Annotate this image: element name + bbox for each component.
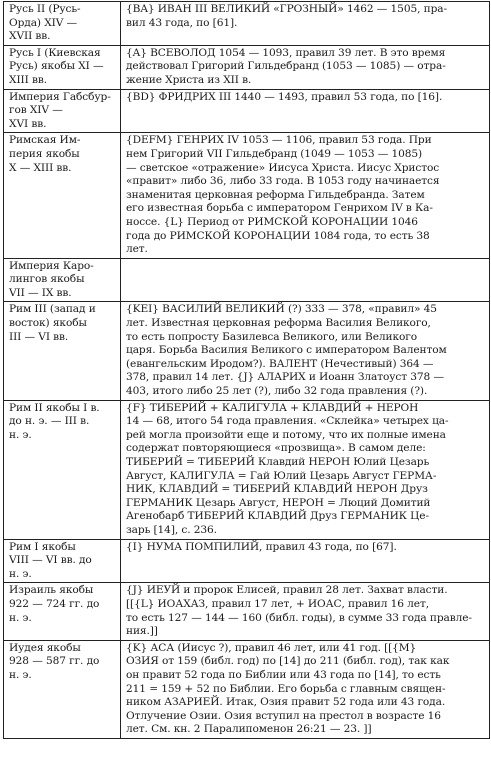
cell-line: носсе. {L} Период от РИМСКОЙ КОРОНАЦИИ 1046 <box>126 215 418 228</box>
cell-line: {BD} ФРИДРИХ III 1440 — 1493, правил 53 года, по [16]. <box>126 90 443 103</box>
ruler-description-cell <box>121 133 490 258</box>
chronology-table <box>3 1 490 739</box>
cell-line: н. э. <box>9 611 32 624</box>
cell-line: 928 — 587 гг. до <box>9 655 100 668</box>
cell-line: VII — IX вв. <box>9 286 72 299</box>
period-cell <box>4 258 121 302</box>
cell-line: 403, итого либо 25 лет (?), либо 32 года правления (?). <box>126 385 428 398</box>
cell-line: лет. См. кн. 2 Паралипоменон 26:21 — 23. ]] <box>126 723 372 736</box>
cell-line: года до РИМСКОЙ КОРОНАЦИИ 1084 года, то есть 38 <box>126 229 430 242</box>
table-row <box>4 2 490 46</box>
ruler-description-cell <box>121 302 490 400</box>
chronology-table-body <box>4 2 490 739</box>
period-cell <box>4 2 121 46</box>
cell-line: он правит 52 года по Библии или 43 года по [14], то есть <box>126 668 441 681</box>
cell-line: «правит» либо 36, либо 33 года. В 1053 году начинается <box>126 175 440 188</box>
period-cell <box>4 133 121 258</box>
cell-line: III — VI вв. <box>9 330 69 343</box>
period-cell <box>4 45 121 89</box>
ruler-description-cell <box>121 45 490 89</box>
table-row <box>4 45 490 89</box>
cell-line: 14 — 68, итого 54 года правления. «Склейка» четырех ца- <box>126 415 449 428</box>
cell-line: 922 — 724 гг. до <box>9 597 100 610</box>
period-cell <box>4 302 121 400</box>
table-row <box>4 258 490 302</box>
cell-line: XVI вв. <box>9 117 47 130</box>
cell-line: 211 = 159 + 52 по Библии. Его борьба с главным священ- <box>126 682 446 695</box>
ruler-description-cell <box>121 2 490 46</box>
cell-line: [[{L} ИОАХАЗ, правил 17 лет, + ИОАС, правил 16 лет, <box>126 597 430 610</box>
cell-line: Рим I якобы <box>9 540 76 553</box>
cell-line: VIII — VI вв. до <box>9 554 92 567</box>
cell-line: Орда) XIV — <box>9 16 78 29</box>
cell-line: н. э. <box>9 567 32 580</box>
cell-line: Агенобарб ТИБЕРИЙ КЛАВДИЙ Друз ГЕРМАНИК Це- <box>126 510 429 523</box>
cell-line: лет. <box>126 243 148 256</box>
ruler-description-cell <box>121 583 490 640</box>
ruler-description-cell <box>121 258 490 302</box>
table-row <box>4 400 490 539</box>
cell-line: {I} НУМА ПОМПИЛИЙ, правил 43 года, по [67]. <box>126 540 397 553</box>
cell-line: {A} ВСЕВОЛОД 1054 — 1093, правил 39 лет. В это время <box>126 46 446 59</box>
period-cell <box>4 400 121 539</box>
table-row <box>4 583 490 640</box>
period-cell <box>4 583 121 640</box>
cell-line: (евангельским Иродом?). ВАЛЕНТ (Нечестивый) 364 — <box>126 357 434 370</box>
cell-line: 378, правил 14 лет. {J} АЛАРИХ и Иоанн Златоуст 378 — <box>126 371 444 384</box>
cell-line: н. э. <box>9 668 32 681</box>
cell-line: Рим III (запад и <box>9 303 96 316</box>
cell-line: {DEFM} ГЕНРИХ IV 1053 — 1106, правил 53 года. При <box>126 134 432 147</box>
cell-line: содержат повторяющиеся «прозвища». В самом деле: <box>126 442 426 455</box>
cell-line: {F} ТИБЕРИЙ + КАЛИГУЛА + КЛАВДИЙ + НЕРОН <box>126 401 419 414</box>
cell-line: восток) якобы <box>9 317 87 330</box>
cell-line: н. э. <box>9 428 32 441</box>
ruler-description-cell <box>121 400 490 539</box>
cell-line: Империя Габсбур- <box>9 90 111 103</box>
cell-line: то есть попросту Базилевса Великого, или Великого <box>126 330 417 343</box>
cell-line: до н. э. — III в. <box>9 415 90 428</box>
ruler-description-cell <box>121 539 490 583</box>
cell-line: ником АЗАРИЕЙ. Итак, Озия правит 52 года или 43 года. <box>126 696 446 709</box>
cell-line: действовал Григорий Гильдебранд (1053 — 1085) — отра- <box>126 60 446 73</box>
cell-line: XVII вв. <box>9 30 51 43</box>
ruler-description-cell <box>121 640 490 738</box>
cell-line: X — XIII вв. <box>9 161 72 174</box>
cell-line: рей могла произойти еще и потому, что их полные имена <box>126 428 446 441</box>
cell-line: XIII вв. <box>9 73 47 86</box>
table-row <box>4 133 490 258</box>
cell-line: Римская Им- <box>9 134 81 147</box>
cell-line: жение Христа из XII в. <box>126 73 252 86</box>
cell-line: нем Григорий VII Гильдебранд (1049 — 1053 — 1085) <box>126 147 423 160</box>
ruler-description-cell <box>121 89 490 133</box>
cell-line: Рим II якобы I в. <box>9 401 100 414</box>
cell-line: его известная борьба с императором Генрихом IV в Ка- <box>126 202 433 215</box>
period-cell <box>4 89 121 133</box>
cell-line: гов XIV — <box>9 104 63 117</box>
table-row <box>4 640 490 738</box>
period-cell <box>4 640 121 738</box>
cell-line: вил 43 года, по [61]. <box>126 16 238 29</box>
cell-line: ТИБЕРИЙ = ТИБЕРИЙ Клавдий НЕРОН Юлий Цезарь <box>126 456 430 468</box>
cell-line: Отлучение Озии. Озия вступил на престол в возрасте 16 <box>126 709 441 722</box>
cell-line: знаменитая церковная реформа Гильдебранда. Затем <box>126 188 425 201</box>
cell-line: Империя Карo- <box>9 259 94 272</box>
cell-line: Русь) якобы XI — <box>9 60 104 73</box>
cell-line: {K} АСА (Иисус ?), правил 46 лет, или 41 год. [[{M} <box>126 641 417 654</box>
cell-line: царя. Борьба Василия Великого с императором Валентом <box>126 344 447 357</box>
table-row <box>4 539 490 583</box>
cell-line: {KEI} ВАСИЛИЙ ВЕЛИКИЙ (?) 333 — 378, «правил» 45 <box>126 303 437 316</box>
table-row <box>4 89 490 133</box>
cell-line: {J} ИЕУЙ и пророк Елисей, правил 28 лет. Захват власти. <box>126 584 448 597</box>
cell-line: Израиль якобы <box>9 584 94 597</box>
cell-line: ния.]] <box>126 625 158 638</box>
period-cell <box>4 539 121 583</box>
cell-line: Август, КАЛИГУЛА = Гай Юлий Цезарь Август ГЕРМА- <box>126 469 437 482</box>
cell-line: ОЗИЯ от 159 (библ. год) по [14] до 211 (библ. год), так как <box>126 655 450 668</box>
cell-line: перия якобы <box>9 147 80 160</box>
cell-line: то есть 127 — 144 — 160 (библ. годы), в сумме 33 года правле- <box>126 611 472 624</box>
cell-line: — светское «отражение» Иисуса Христа. Иисус Христос <box>126 161 440 174</box>
cell-line: Иудея якобы <box>9 641 81 654</box>
cell-line: Русь I (Киевская <box>9 46 101 59</box>
table-row <box>4 302 490 400</box>
cell-line: ГЕРМАНИК Цезарь Август, НЕРОН = Люций Домитий <box>126 496 431 509</box>
cell-line: {BA} ИВАН III ВЕЛИКИЙ «ГРОЗНЫЙ» 1462 — 1505, пра- <box>126 3 447 15</box>
cell-line: Русь II (Русь- <box>9 3 81 15</box>
cell-line: лет. Известная церковная реформа Василия Великого, <box>126 317 431 330</box>
cell-line: НИК, КЛАВДИЙ = ТИБЕРИЙ КЛАВДИЙ НЕРОН Друз <box>126 483 428 496</box>
cell-line: зарь [14], с. 236. <box>126 523 217 536</box>
cell-line: лингов якобы <box>9 273 85 286</box>
